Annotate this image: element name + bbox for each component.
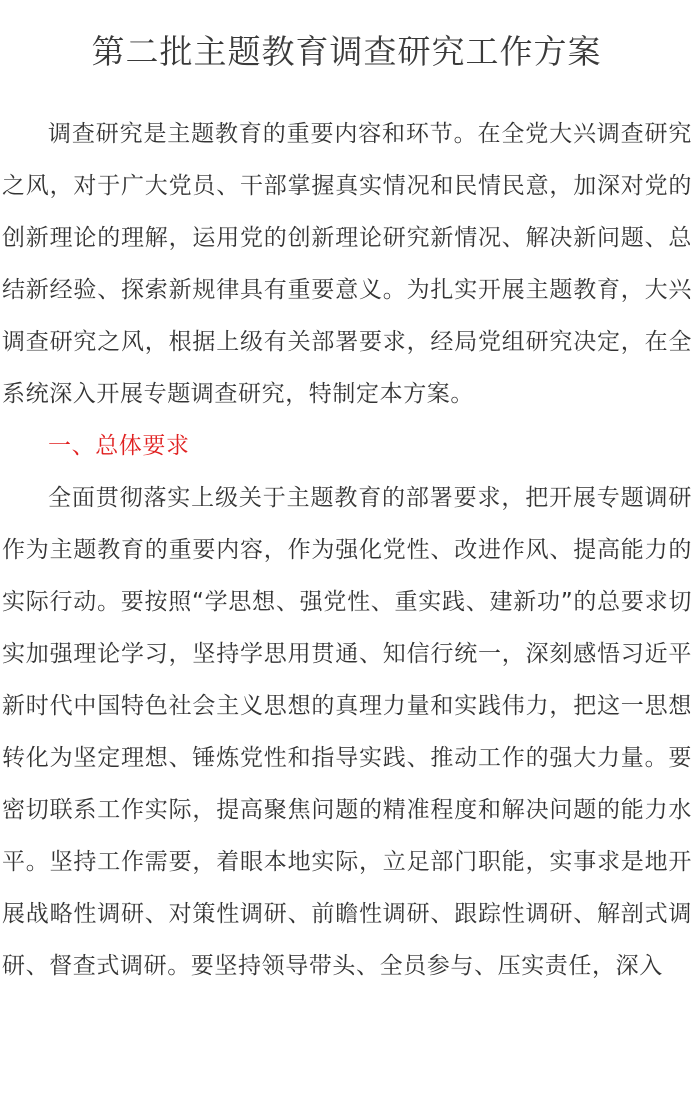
document-body: [2, 108, 692, 992]
section-1-paragraph: 全面贯彻落实上级关于主题教育的部署要求，把开展专题调研作为主题教育的重要内容，作为强化党性、改进作风、提高能力的实际行动。要按照“学思想、强党性、重实践、建新功”的总要求切实加强理论学习，坚持学思用贯通、知信行统一，深刻感悟习近平新时代中国特色社会主义思想的真理力量和实践伟力，把这一思想转化为坚定理想、锤炼党性和指导实践、推动工作的强大力量。要密切联系工作实际，提高聚焦问题的精准程度和解决问题的能力水平。坚持工作需要，着眼本地实际，立足部门职能，实事求是地开展战略性调研、对策性调研、前瞻性调研、跟踪性调研、解剖式调研、督查式调研。要坚持领导带头、全员参与、压实责任，深入: [2, 485, 692, 979]
intro-paragraph: 调查研究是主题教育的重要内容和环节。在全党大兴调查研究之风，对于广大党员、干部掌握真实情况和民情民意，加深对党的创新理论的理解，运用党的创新理论研究新情况、解决新问题、总结新经验、探索新规律具有重要意义。为扎实开展主题教育，大兴调查研究之风，根据上级有关部署要求，经局党组研究决定，在全系统深入开展专题调查研究，特制定本方案。: [2, 121, 692, 407]
document-title: 第二批主题教育调查研究工作方案: [91, 32, 602, 71]
section-heading-general-requirements: 一、总体要求: [48, 433, 190, 459]
